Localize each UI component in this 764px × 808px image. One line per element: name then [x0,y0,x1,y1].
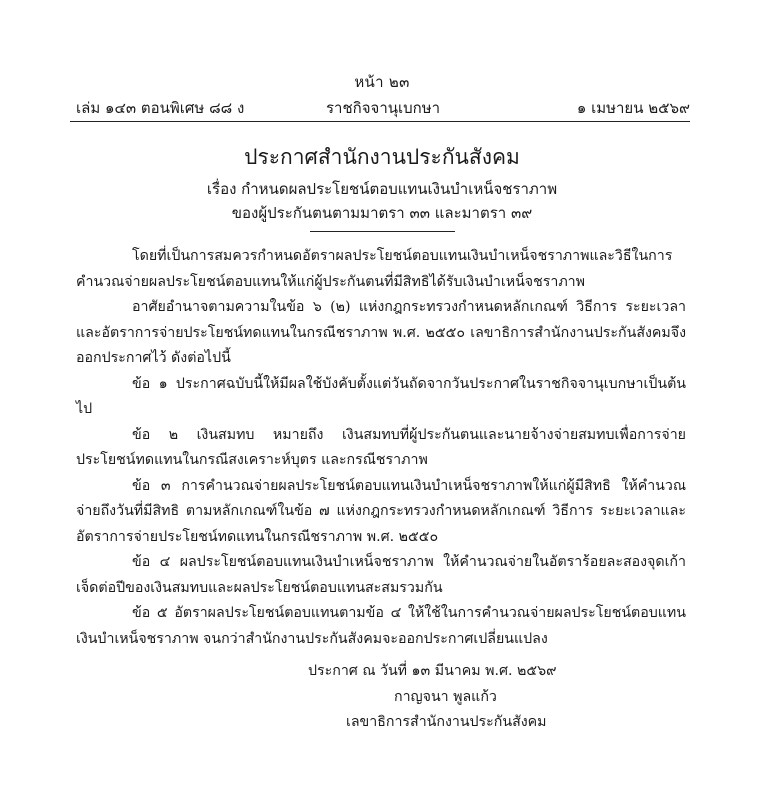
page-number: หน้า ๒๓ [354,73,410,91]
clause-1: ข้อ ๑ ประกาศฉบับนี้ให้มีผลใช้บังคับตั้งแต่วันถัดจากวันประกาศในราชกิจจานุเบกษาเป็นต้นไป [76,375,686,417]
preamble-paragraph-1: โดยที่เป็นการสมควรกำหนดอัตราผลประโยชน์ตอบแทนเงินบำเหน็จชราภาพและวิธีในการคำนวณจ่ายผลประโยชน์ตอบแทนให้แก่ผู้ประกันตนที่มีสิทธิได้รับเงินบำเหน็จชราภาพ [76,248,673,290]
header-divider [70,121,690,122]
clause-4: ข้อ ๔ ผลประโยชน์ตอบแทนเงินบำเหน็จชราภาพ ให้คำนวณจ่ายในอัตราร้อยละสองจุดเก้าเจ็ดต่อปีของเงินสมทบและผลประโยชน์ตอบแทนสะสมรวมกัน [76,554,686,596]
clause-5: ข้อ ๕ อัตราผลประโยชน์ตอบแทนตามข้อ ๔ ให้ใช้ในการคำนวณจ่ายผลประโยชน์ตอบแทนเงินบำเหน็จชราภาพ จนกว่าสำนักงานประกันสังคมจะออกประกาศเปลี่ยนแปลง [76,605,686,647]
preamble-paragraph-2: อาศัยอำนาจตามความในข้อ ๖ (๒) แห่งกฎกระทรวงกำหนดหลักเกณฑ์ วิธีการ ระยะเวลา และอัตราการจ่ายประโยชน์ทดแทนในกรณีชราภาพ พ.ศ. ๒๕๕๐ เลขาธิการสำนักงานประกันสังคมจึงออกประกาศไว้ ดังต่อไปนี้ [76,299,686,366]
volume-issue: เล่ม ๑๔๓ ตอนพิเศษ ๘๘ ง [76,99,245,117]
gazette-name: ราชกิจจานุเบกษา [326,99,441,117]
gazette-header-line [76,96,690,118]
clause-3: ข้อ ๓ การคำนวณจ่ายผลประโยชน์ตอบแทนเงินบำเหน็จชราภาพให้แก่ผู้มีสิทธิ ให้คำนวณจ่ายถึงวันที่มีสิทธิ ตามหลักเกณฑ์ในข้อ ๗ แห่งกฎกระทรวงกำหนดหลักเกณฑ์ วิธีการ ระยะเวลาและอัตราการจ่ายประโยชน์ทดแทนในกรณีชราภาพ พ.ศ. ๒๕๕๐ [76,477,686,545]
announced-date: ประกาศ ณ วันที่ ๑๓ มีนาคม พ.ศ. ๒๕๖๙ [308,663,557,679]
announcement-body [76,244,686,652]
announcement-subtitle: ของผู้ประกันตนตามมาตรา ๓๓ และมาตรา ๓๙ [231,204,533,222]
signatory-name: กาญจนา พูลแก้ว [394,688,497,705]
publication-date: ๑ เมษายน ๒๕๖๙ [576,99,690,117]
clause-2: ข้อ ๒ เงินสมทบ หมายถึง เงินสมทบที่ผู้ประกันตนและนายจ้างจ่ายสมทบเพื่อการจ่ายประโยชน์ทดแทนในกรณีสงเคราะห์บุตร และกรณีชราภาพ [76,426,686,468]
signatory-position: เลขาธิการสำนักงานประกันสังคม [346,714,547,730]
announcement-title: ประกาศสำนักงานประกันสังคม [244,145,520,169]
announcement-subject: เรื่อง กำหนดผลประโยชน์ตอบแทนเงินบำเหน็จชราภาพ [206,180,558,198]
signature-block [308,659,608,736]
title-divider [310,231,455,232]
